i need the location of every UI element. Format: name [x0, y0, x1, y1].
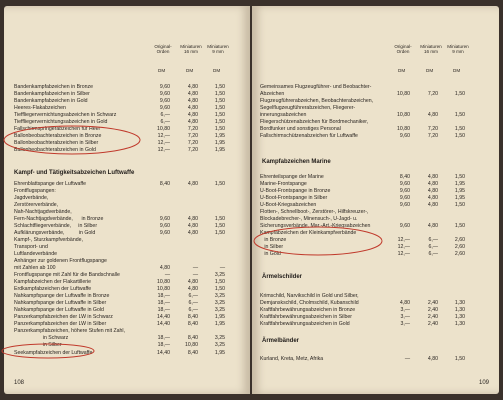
price-value: 7,20 — [187, 126, 198, 132]
price-value: 6,— — [188, 300, 198, 306]
section-title: Kampf- und Tätigkeitsabzeichen Luftwaffe — [14, 170, 135, 176]
price-value: 7,20 — [187, 140, 198, 146]
price-value: 1,50 — [214, 98, 225, 104]
price-value: 9,60 — [399, 202, 410, 208]
item-name: Fern-Nachtjagdverbände, in Bronze — [14, 216, 104, 222]
price-value: 8,40 — [159, 181, 170, 187]
left-page — [4, 6, 250, 394]
unit-label: DM — [158, 68, 166, 73]
price-value: 2,40 — [427, 321, 438, 327]
price-value: 6,— — [428, 251, 438, 257]
price-value: 7,20 — [187, 147, 198, 153]
price-value: 9,60 — [159, 223, 170, 229]
price-value: 12,— — [157, 147, 170, 153]
item-name: in Silber — [14, 342, 62, 348]
item-name: in Schwarz — [14, 335, 69, 341]
price-value: 4,80 — [187, 230, 198, 236]
price-value: 1,95 — [214, 321, 225, 327]
price-value: 3,25 — [214, 272, 225, 278]
price-value: 4,80 — [427, 202, 438, 208]
item-name: Fliegerschützenabzeichen für Bordmechaniker, — [260, 119, 369, 125]
price-value: 1,50 — [214, 126, 225, 132]
item-name: Luftlandeverbände — [14, 251, 57, 257]
price-value: 9,60 — [399, 181, 410, 187]
item-name: Ballonbeobachterabzeichen in Bronze — [14, 133, 102, 139]
item-name: Tieffliegervernichtungsabzeichen in Schwarz — [14, 112, 117, 118]
price-value: 4,80 — [399, 300, 410, 306]
price-value: 7,20 — [427, 133, 438, 139]
item-name: U-Boot-Frontspange in Bronze — [260, 188, 331, 194]
price-value: 12,— — [397, 244, 410, 250]
item-name: mit Zahlen ab 100 — [14, 265, 56, 271]
price-value: 10,80 — [397, 112, 410, 118]
item-name: Krimschild, Narvikschild in Gold und Silber, — [260, 293, 359, 299]
unit-label: DM — [426, 68, 434, 73]
price-value: 4,80 — [187, 119, 198, 125]
item-name: Kurland, Kreta, Metz, Afrika — [260, 356, 324, 362]
price-value: 4,80 — [187, 98, 198, 104]
price-value: 1,50 — [214, 230, 225, 236]
item-name: in Silber — [260, 244, 284, 250]
price-value: 1,50 — [454, 133, 465, 139]
price-value: — — [164, 272, 170, 278]
item-name: Flotten-, Schnellboot-, Zerstörer-, Hilfskreuzer-, — [260, 209, 369, 215]
price-value: 8,40 — [187, 314, 198, 320]
price-value: 8,40 — [187, 350, 198, 356]
price-value: 9,60 — [399, 195, 410, 201]
section-title: Ärmelbänder — [262, 338, 300, 344]
item-name: U-Boot-Frontspange in Silber — [260, 195, 328, 201]
price-value: 4,80 — [187, 181, 198, 187]
item-name: Zerstörerverbände, — [14, 202, 59, 208]
price-value: 6,— — [428, 244, 438, 250]
price-value: 3,25 — [214, 335, 225, 341]
price-value: 3,— — [400, 321, 410, 327]
unit-label: DM — [213, 68, 221, 73]
price-value: 12,— — [157, 133, 170, 139]
item-name: Bandenkampfabzeichen in Gold — [14, 98, 88, 104]
price-value: 6,— — [188, 293, 198, 299]
price-value: 12,— — [397, 237, 410, 243]
column-header: Original- Orden — [394, 44, 412, 55]
price-value: 3,— — [400, 314, 410, 320]
price-value: 4,80 — [187, 216, 198, 222]
price-value: 2,40 — [427, 307, 438, 313]
price-value: 3,25 — [214, 293, 225, 299]
section-title: Kampfabzeichen Marine — [262, 159, 331, 165]
price-value: 10,80 — [157, 126, 170, 132]
price-value: 2,60 — [454, 237, 465, 243]
price-value: 1,50 — [454, 223, 465, 229]
price-value: 1,95 — [214, 350, 225, 356]
price-value: 4,80 — [187, 84, 198, 90]
price-value: 18,— — [157, 307, 170, 313]
price-value: 12,— — [397, 251, 410, 257]
price-value: 3,— — [400, 307, 410, 313]
price-value: 9,60 — [159, 84, 170, 90]
price-value: — — [192, 265, 198, 271]
item-name: Sicherungsverbände, Mar.-Art.-Kriegsabzeichen — [260, 223, 371, 229]
price-value: 4,80 — [427, 174, 438, 180]
price-value: 9,60 — [159, 91, 170, 97]
price-value: 1,50 — [454, 112, 465, 118]
price-value: 1,95 — [214, 314, 225, 320]
price-value: 1,50 — [214, 279, 225, 285]
item-name: Kampf-, Sturzkampfverbände, — [14, 237, 83, 243]
price-value: 6,— — [188, 307, 198, 313]
item-name: Blockadebrecher-, Minensuch-, U-Jagd- u. — [260, 216, 358, 222]
price-value: 18,— — [157, 293, 170, 299]
price-value: 1,50 — [214, 112, 225, 118]
price-value: 12,— — [157, 140, 170, 146]
price-value: 4,80 — [427, 195, 438, 201]
price-value: 1,50 — [454, 174, 465, 180]
item-name: Kraftfahrbewährungsabzeichen in Bronze — [260, 307, 356, 313]
price-value: 10,80 — [157, 279, 170, 285]
price-value: 4,80 — [427, 188, 438, 194]
price-value: 3,25 — [214, 342, 225, 348]
item-name: Schlachtfliegerverbände, in Silber — [14, 223, 98, 229]
item-name: Panzerkampfabzeichen der LW in Silber — [14, 321, 107, 327]
price-value: 4,80 — [187, 223, 198, 229]
price-value: 1,30 — [454, 314, 465, 320]
price-value: 6,— — [428, 237, 438, 243]
price-value: 1,50 — [214, 105, 225, 111]
price-value: 1,50 — [454, 202, 465, 208]
right-page — [252, 6, 499, 394]
price-value: 1,95 — [454, 181, 465, 187]
price-value: 4,80 — [427, 356, 438, 362]
item-name: Nahkampfspange der Luftwaffe in Gold — [14, 307, 104, 313]
price-value: 1,30 — [454, 300, 465, 306]
price-value: 4,80 — [187, 279, 198, 285]
price-value: 1,95 — [214, 147, 225, 153]
page-number: 109 — [478, 380, 489, 386]
price-value: — — [192, 272, 198, 278]
item-name: Seekampfabzeichen der Luftwaffe — [14, 350, 93, 356]
item-name: Fallschirmspringerabzeichen für Heer — [14, 126, 101, 132]
item-name: Bordfunker und sonstiges Personal — [260, 126, 341, 132]
price-value: 1,50 — [214, 91, 225, 97]
unit-label: DM — [453, 68, 461, 73]
price-value: 4,80 — [187, 112, 198, 118]
item-name: Segelflugzeugführerabzeichen, Fliegerer- — [260, 105, 356, 111]
item-name: Jagdverbände, — [14, 195, 49, 201]
item-name: Nah-Nachtjagdverbände, — [14, 209, 72, 215]
item-name: Ehrenblattspange der Luftwaffe — [14, 181, 87, 187]
item-name: Erdkampfabzeichen der Luftwaffe — [14, 286, 92, 292]
column-header: Miniaturen 16 mm — [180, 44, 202, 55]
price-value: 1,50 — [214, 223, 225, 229]
item-name: Gemeinsames Flugzeugführer- und Beobachter- — [260, 84, 372, 90]
price-value: 1,95 — [454, 188, 465, 194]
price-value: 18,— — [157, 300, 170, 306]
price-value: 1,50 — [214, 286, 225, 292]
unit-label: DM — [186, 68, 194, 73]
item-name: Kampfabzeichen der Kleinkampfverbände — [260, 230, 357, 236]
item-name: Flugzeugführerabzeichen, Beobachterabzeichen, — [260, 98, 374, 104]
price-value: 10,80 — [157, 286, 170, 292]
price-value: 3,25 — [214, 300, 225, 306]
item-name: in Bronze — [260, 237, 287, 243]
column-header: Miniaturen 9 mm — [207, 44, 229, 55]
price-value: 8,40 — [187, 335, 198, 341]
price-value: 4,80 — [427, 181, 438, 187]
price-value: 9,60 — [399, 188, 410, 194]
item-name: Nahkampfspange der Luftwaffe in Silber — [14, 300, 107, 306]
price-value: 4,80 — [187, 91, 198, 97]
price-value: 1,50 — [214, 216, 225, 222]
item-name: Panzerkampfabzeichen der LW in Schwarz — [14, 314, 113, 320]
price-value: 4,80 — [427, 223, 438, 229]
price-value: 1,50 — [214, 119, 225, 125]
price-value: 1,50 — [454, 356, 465, 362]
price-value: 9,60 — [399, 133, 410, 139]
item-name: Marine-Frontspange — [260, 181, 307, 187]
price-value: 9,60 — [159, 230, 170, 236]
item-name: Fallschirmschützenabzeichen für Luftwaffe — [260, 133, 358, 139]
price-value: 9,60 — [159, 105, 170, 111]
item-name: Panzerkampfabzeichen, höhere Stufen mit Zahl, — [14, 328, 126, 334]
price-value: 2,60 — [454, 244, 465, 250]
item-name: Frontflugspangen: — [14, 188, 56, 194]
price-value: 9,60 — [159, 98, 170, 104]
price-value: 2,40 — [427, 300, 438, 306]
column-header: Miniaturen 16 mm — [420, 44, 442, 55]
price-value: 1,95 — [454, 195, 465, 201]
item-name: Ehrenteilspange der Marine — [260, 174, 324, 180]
price-value: 1,95 — [214, 140, 225, 146]
price-value: 4,80 — [187, 105, 198, 111]
price-value: — — [219, 265, 225, 271]
price-value: 1,50 — [454, 91, 465, 97]
item-name: Aufklärungsverbände, in Gold — [14, 230, 96, 236]
price-value: 8,40 — [187, 321, 198, 327]
price-value: 10,80 — [185, 342, 198, 348]
price-value: 7,20 — [187, 133, 198, 139]
item-name: Heeres-Flakabzeichen — [14, 105, 66, 111]
price-value: 8,40 — [399, 174, 410, 180]
price-value: 1,50 — [214, 84, 225, 90]
price-value: 9,60 — [399, 223, 410, 229]
column-header: Original- Orden — [154, 44, 172, 55]
price-value: 7,20 — [427, 126, 438, 132]
item-name: Demjanskschild, Cholmschild, Kubanschild — [260, 300, 359, 306]
price-value: 2,40 — [427, 314, 438, 320]
price-value: 10,80 — [397, 91, 410, 97]
price-value: 10,80 — [397, 126, 410, 132]
price-value: — — [404, 356, 410, 362]
item-name: Kraftfahrbewährungsabzeichen in Silber — [260, 314, 352, 320]
item-name: Frontflugspange mit Zahl für die Bandschnalle — [14, 272, 120, 278]
page-number: 108 — [14, 380, 25, 386]
item-name: Bandenkampfabzeichen in Silber — [14, 91, 90, 97]
item-name: Ballonbeobachterabzeichen in Silber — [14, 140, 99, 146]
item-name: Transport- und — [14, 244, 48, 250]
price-value: 18,— — [157, 342, 170, 348]
price-value: 18,— — [157, 335, 170, 341]
item-name: Kampfabzeichen der Flakartillerie — [14, 279, 91, 285]
price-value: 6,— — [160, 119, 170, 125]
price-value: 1,30 — [454, 321, 465, 327]
item-name: Nahkampfspange der Luftwaffe in Bronze — [14, 293, 110, 299]
item-name: Anhänger zur goldenen Frontflugspange — [14, 258, 107, 264]
item-name: Tieffliegervernichtungsabzeichen in Gold — [14, 119, 108, 125]
item-name: in Gold — [260, 251, 281, 257]
price-value: 7,20 — [427, 91, 438, 97]
item-name: U-Boot-Kriegsabzeichen — [260, 202, 317, 208]
item-name: Abzeichen — [260, 91, 285, 97]
price-value: 9,60 — [159, 216, 170, 222]
item-name: Kraftfahrbewährungsabzeichen in Gold — [260, 321, 350, 327]
price-value: 14,40 — [157, 350, 170, 356]
price-value: 4,80 — [159, 265, 170, 271]
price-value: 1,50 — [454, 126, 465, 132]
price-value: 4,80 — [427, 112, 438, 118]
price-value: 1,30 — [454, 307, 465, 313]
price-value: 14,40 — [157, 314, 170, 320]
price-value: 4,80 — [187, 286, 198, 292]
price-value: 14,40 — [157, 321, 170, 327]
price-value: 2,60 — [454, 251, 465, 257]
column-header: Miniaturen 9 mm — [447, 44, 469, 55]
section-title: Ärmelschilder — [262, 274, 303, 280]
price-value: 6,— — [160, 112, 170, 118]
price-value: 1,50 — [214, 181, 225, 187]
item-name: Bandenkampfabzeichen in Bronze — [14, 84, 94, 90]
item-name: innerungsabzeichen — [260, 112, 307, 118]
item-name: Ballonbeobachterabzeichen in Gold — [14, 147, 96, 153]
unit-label: DM — [398, 68, 406, 73]
price-value: 3,25 — [214, 307, 225, 313]
price-value: 1,95 — [214, 133, 225, 139]
